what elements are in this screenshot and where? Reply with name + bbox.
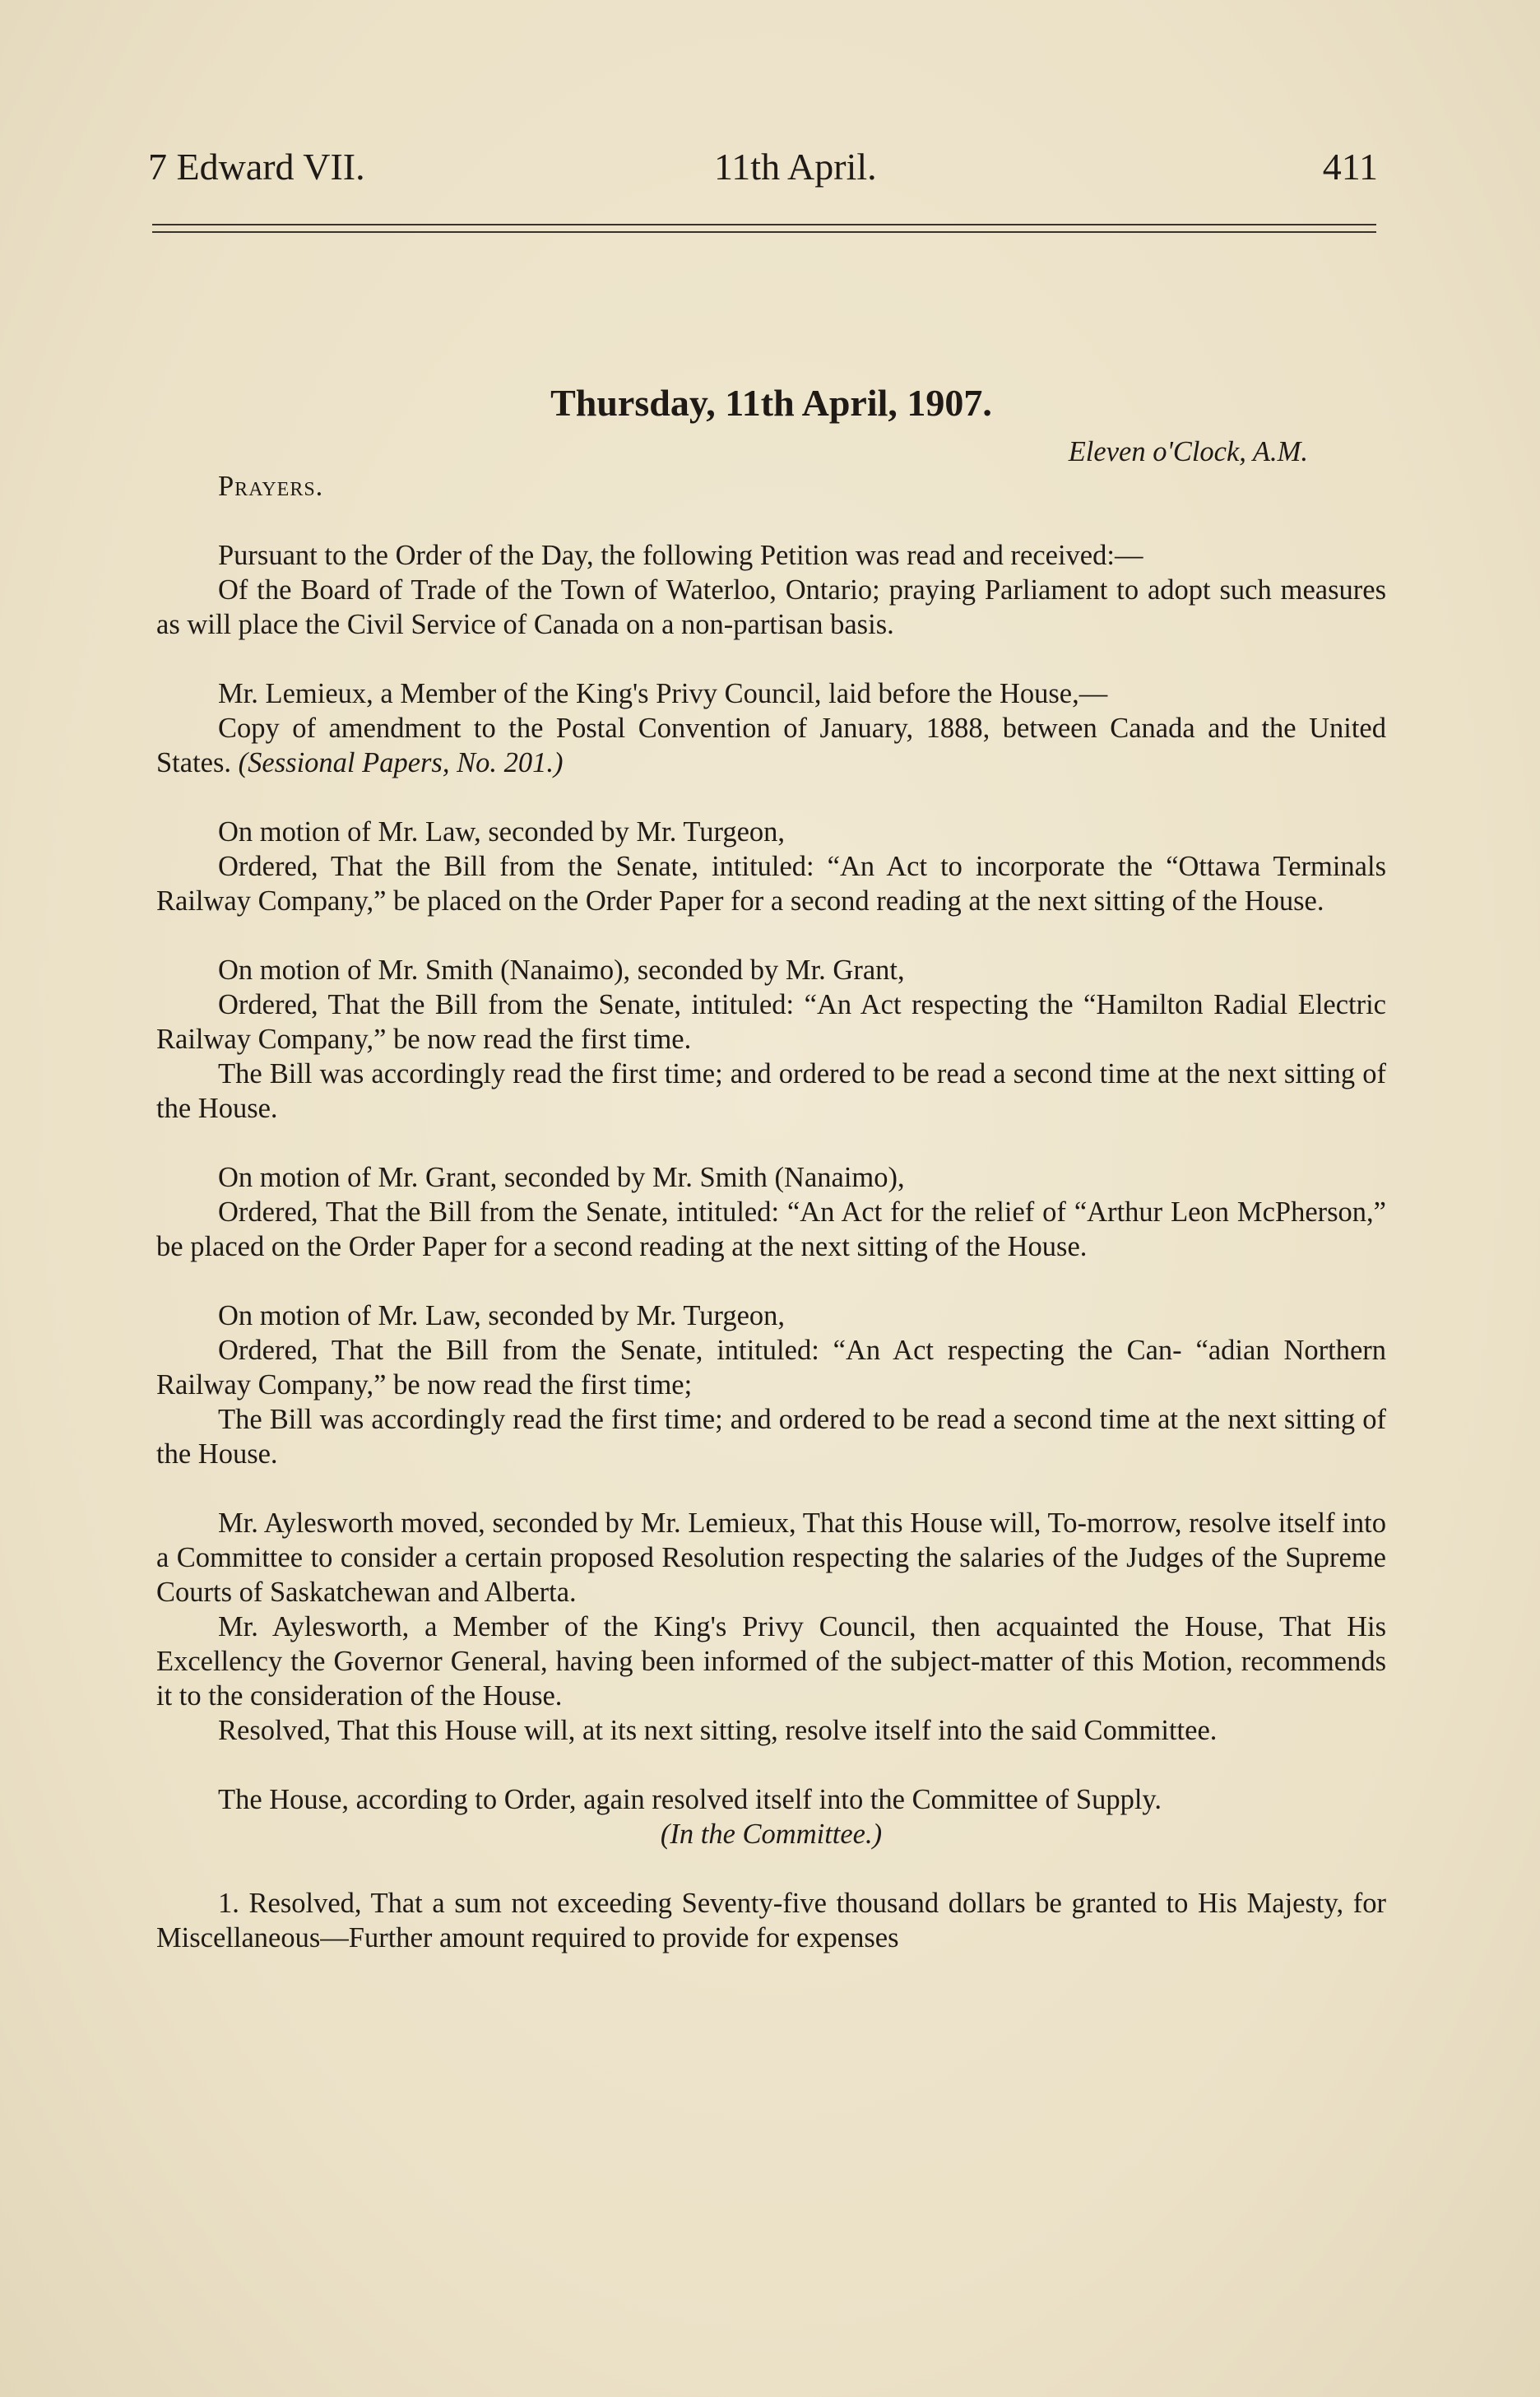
sessional-paper-reference: (Sessional Papers, No. 201.) — [238, 747, 564, 778]
committee-of-supply — [156, 1782, 1386, 1851]
motion-order: Ordered, That the Bill from the Senate, intituled: “An Act for the relief of “Arthur Leon McPherson,” be placed on the Order Paper for a second reading at the next sitting of the House. — [156, 1196, 1386, 1262]
canadian-northern-motion — [156, 1298, 1386, 1471]
document-body — [156, 379, 1386, 1955]
resolution-text: Resolved, That this House will, at its next sitting, resolve itself into the said Committee. — [218, 1715, 1218, 1746]
sitting-time: Eleven o'Clock, A.M. — [1068, 436, 1308, 467]
hamilton-radial-motion — [156, 953, 1386, 1126]
header-rule-bottom — [152, 231, 1376, 233]
motion-mover: On motion of Mr. Grant, seconded by Mr. Smith (Nanaimo), — [218, 1162, 905, 1193]
royal-recommendation: Mr. Aylesworth, a Member of the King's Privy Council, then acquainted the House, That His Excellency the Governor General, having been informed of the subject-matter of this Motion, recommends it to the consideration of the House. — [156, 1611, 1386, 1712]
motion-text: Mr. Aylesworth moved, seconded by Mr. Lemieux, That this House will, To-morrow, resolve itself into a Committee to consider a certain proposed Resolution respecting the salaries of the Judges of the Supreme Courts of Saskatchewan and Alberta. — [156, 1507, 1386, 1608]
regnal-year: 7 Edward VII. — [148, 146, 365, 188]
petition-intro: Pursuant to the Order of the Day, the following Petition was read and received:— — [218, 540, 1143, 571]
motion-order: Ordered, That the Bill from the Senate, intituled: “An Act to incorporate the “Ottawa Terminals Railway Company,” be placed on the Order Paper for a second reading at the next sitting of the House. — [156, 851, 1386, 917]
committee-intro: The House, according to Order, again resolved itself into the Committee of Supply. — [218, 1784, 1162, 1815]
first-reading-text: The Bill was accordingly read the first time; and ordered to be read a second time at the next sitting of the House. — [156, 1058, 1386, 1124]
petition-section — [156, 538, 1386, 642]
resolution-text: 1. Resolved, That a sum not exceeding Seventy-five thousand dollars be granted to His Majesty, for Miscellaneous—Further amount required to provide for expenses — [156, 1888, 1386, 1953]
paper-text — [156, 711, 1386, 780]
judges-salaries-motion — [156, 1506, 1386, 1748]
ottawa-terminals-motion — [156, 815, 1386, 918]
resolution-one — [156, 1886, 1386, 1955]
motion-mover: On motion of Mr. Smith (Nanaimo), seconded by Mr. Grant, — [218, 955, 905, 986]
paper-description: Copy of amendment to the Postal Convention of January, 1888, between Canada and the United States. — [156, 713, 1386, 778]
sessional-paper-section — [156, 676, 1386, 780]
motion-order: Ordered, That the Bill from the Senate, intituled: “An Act respecting the “Hamilton Radial Electric Railway Company,” be now read the first time. — [156, 989, 1386, 1055]
motion-order: Ordered, That the Bill from the Senate, intituled: “An Act respecting the Can- “adian Northern Railway Company,” be now read the first time; — [156, 1335, 1386, 1401]
page-number: 411 — [1322, 146, 1378, 188]
paper-intro: Mr. Lemieux, a Member of the King's Privy Council, laid before the House,— — [218, 678, 1108, 709]
sitting-date-title: Thursday, 11th April, 1907. — [550, 382, 992, 424]
motion-mover: On motion of Mr. Law, seconded by Mr. Turgeon, — [218, 816, 786, 848]
in-committee-heading: (In the Committee.) — [660, 1819, 883, 1850]
header-rule-top — [152, 224, 1376, 225]
mcpherson-motion — [156, 1160, 1386, 1264]
running-head — [148, 138, 1378, 196]
prayers-heading: Prayers. — [218, 471, 324, 502]
motion-mover: On motion of Mr. Law, seconded by Mr. Turgeon, — [218, 1300, 786, 1331]
header-date: 11th April. — [714, 146, 877, 188]
first-reading-text: The Bill was accordingly read the first time; and ordered to be read a second time at the next sitting of the House. — [156, 1404, 1386, 1470]
petition-text: Of the Board of Trade of the Town of Waterloo, Ontario; praying Parliament to adopt such measures as will place the Civil Service of Canada on a non-partisan basis. — [156, 574, 1386, 640]
